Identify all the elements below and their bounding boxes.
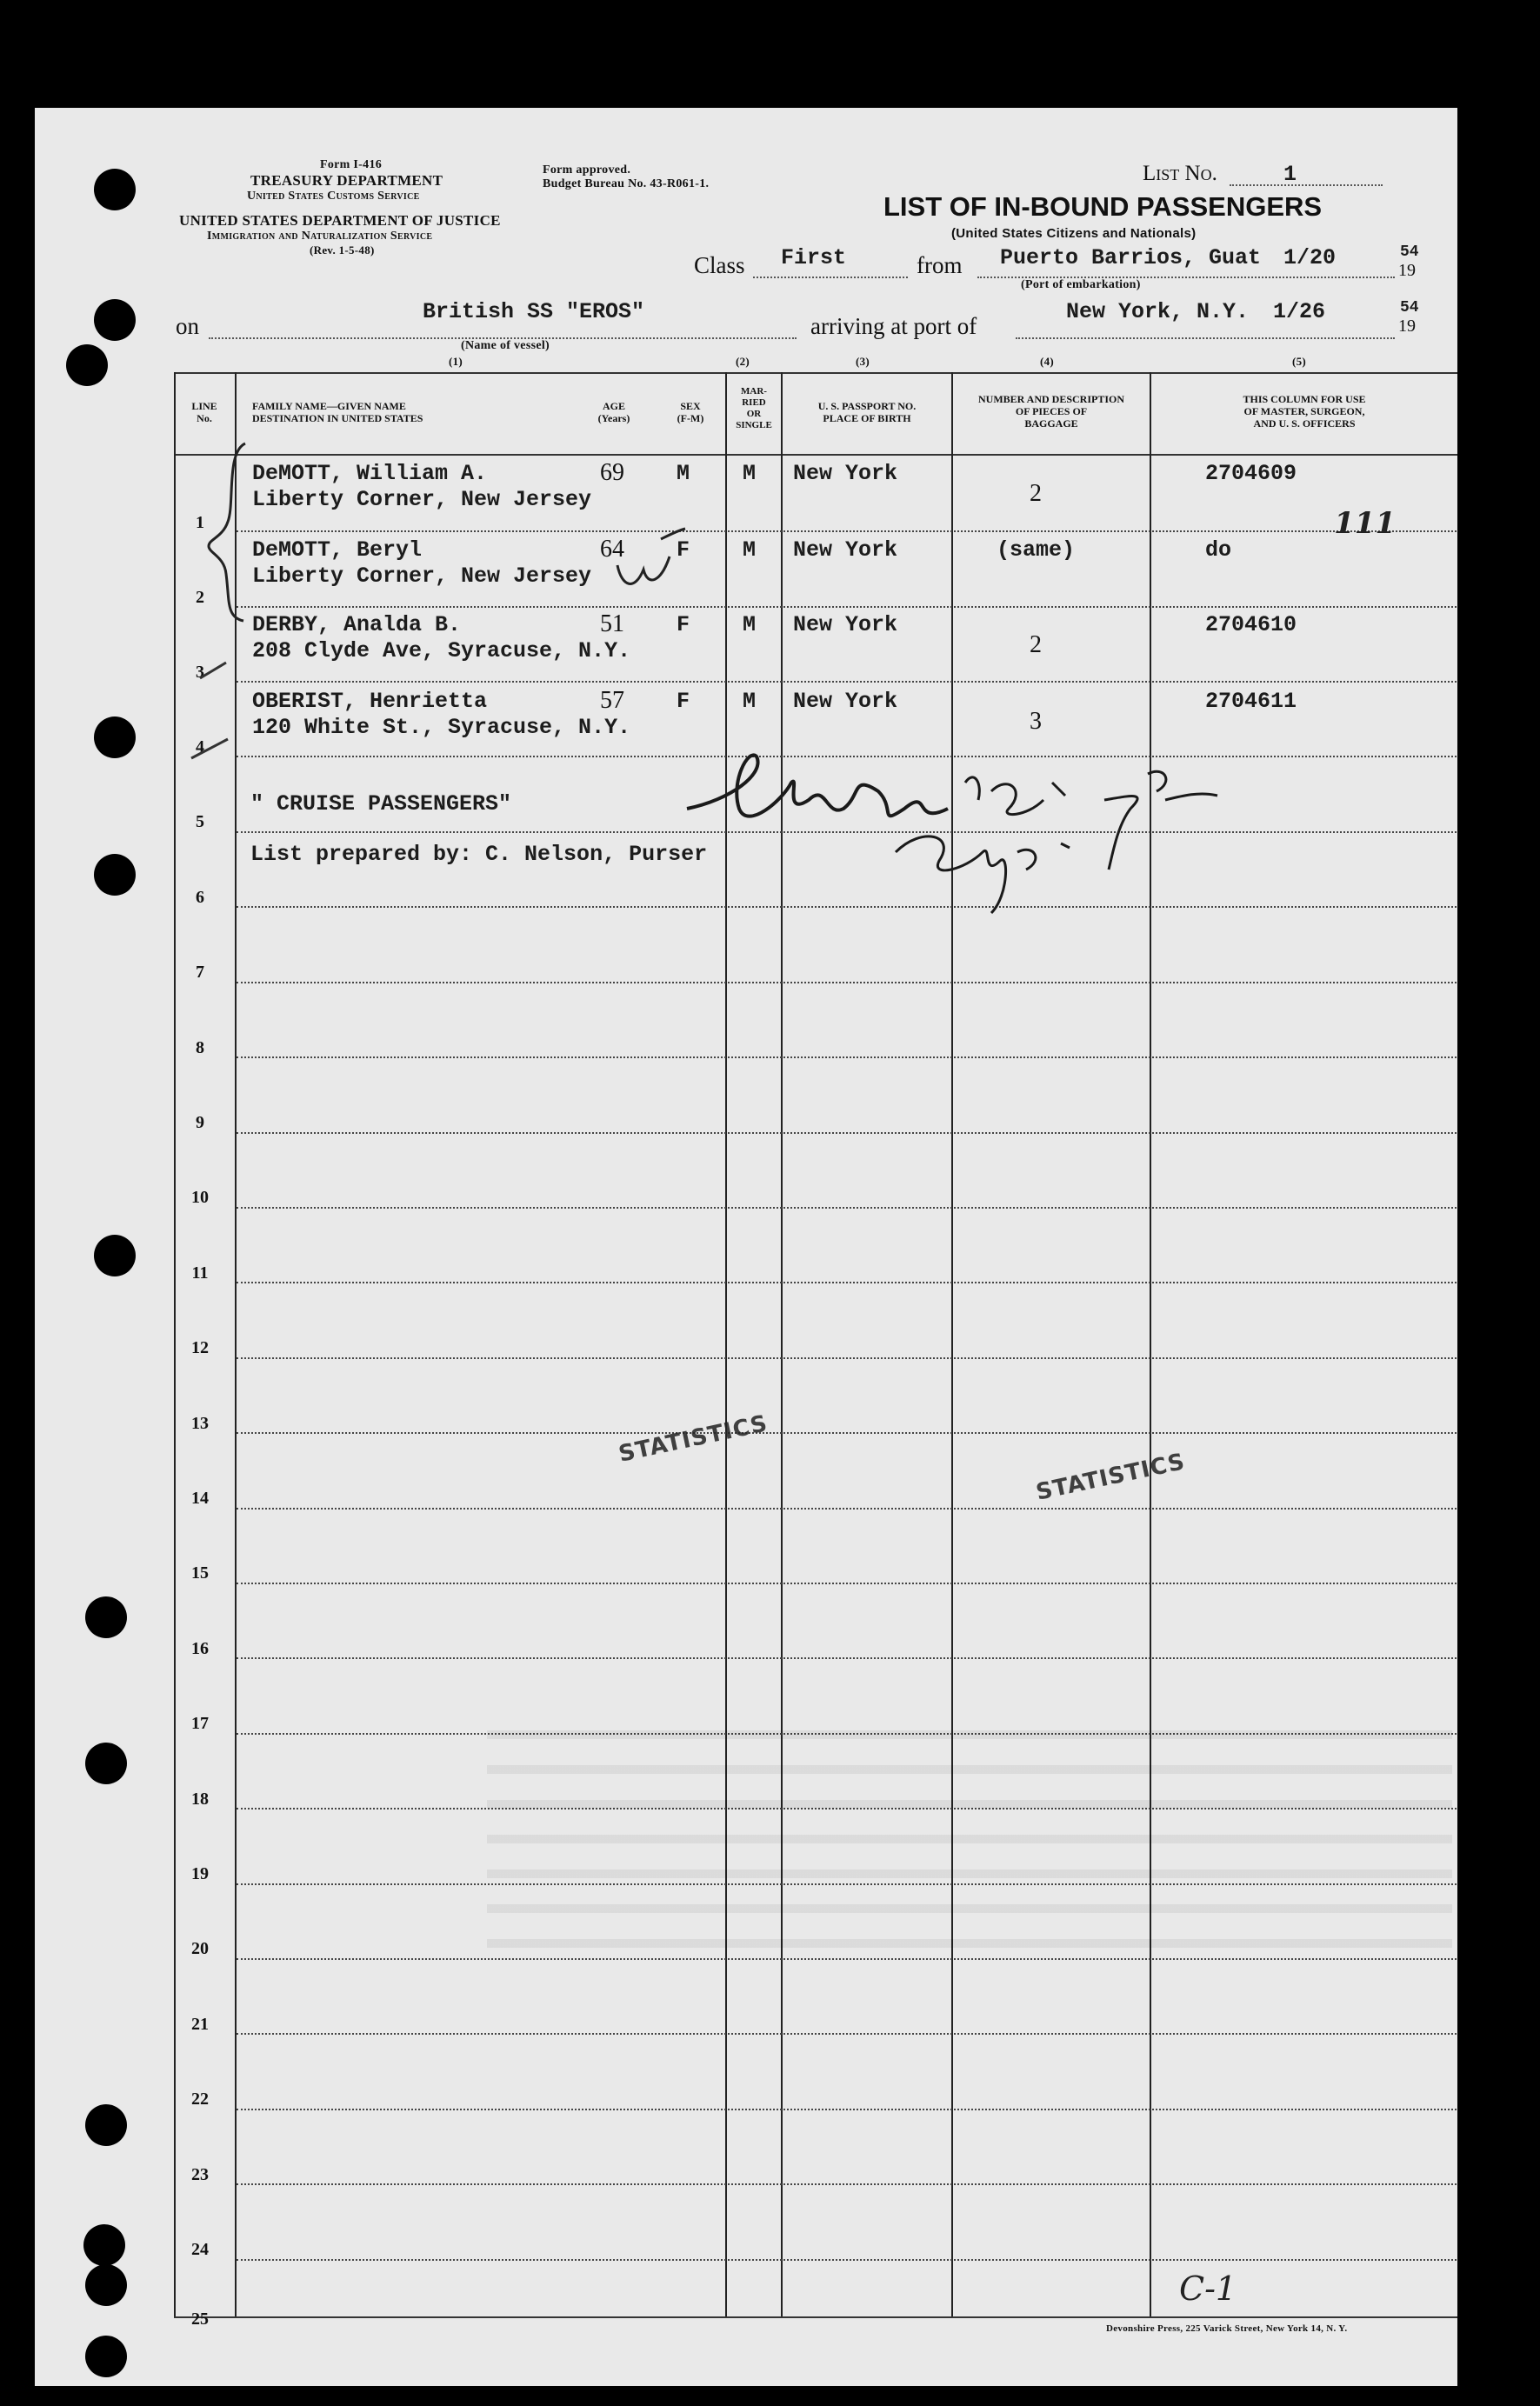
- passenger-sex: M: [677, 461, 690, 486]
- on-label: on: [176, 313, 199, 339]
- line-number: 8: [196, 1038, 204, 1057]
- passenger-marital: M: [743, 461, 757, 486]
- class-value: First: [781, 245, 847, 270]
- port-embarkation-caption: (Port of embarkation): [1021, 278, 1141, 291]
- line-number: 6: [196, 888, 204, 907]
- header-name: FAMILY NAME—GIVEN NAME DESTINATION IN UNITED STATES: [252, 400, 423, 424]
- header-age: AGE (Years): [597, 400, 630, 424]
- prepared-by-note: List prepared by: C. Nelson, Purser: [250, 842, 708, 867]
- arriving-label: arriving at port of: [810, 313, 977, 339]
- passenger-baggage: 3: [1030, 708, 1042, 735]
- passenger-baggage: 2: [1030, 480, 1042, 507]
- passenger-marital: M: [743, 537, 757, 563]
- handwritten-bracket: [174, 435, 261, 765]
- passenger-birthplace: New York: [793, 612, 898, 637]
- passenger-destination: 120 White St., Syracuse, N.Y.: [252, 715, 631, 740]
- printer-imprint: Devonshire Press, 225 Varick Street, New York 14, N. Y.: [1106, 2323, 1348, 2334]
- form-title: LIST OF IN-BOUND PASSENGERS: [883, 191, 1323, 222]
- header-line-no: LINE No.: [191, 400, 217, 424]
- line-number: 21: [191, 2015, 209, 2034]
- statistics-stamp: STATISTICS: [616, 1410, 770, 1468]
- binder-hole: [94, 169, 136, 210]
- customs-service: United States Customs Service: [247, 190, 420, 203]
- vessel-caption: (Name of vessel): [461, 339, 550, 352]
- passenger-sex: F: [677, 689, 690, 714]
- budget-bureau: Budget Bureau No. 43-R061-1.: [543, 177, 710, 190]
- line-number: 13: [191, 1414, 209, 1433]
- cruise-passengers-note: " CRUISE PASSENGERS": [250, 791, 512, 816]
- passenger-name: OBERIST, Henrietta: [252, 689, 488, 714]
- list-number-label: List No.: [1143, 162, 1217, 185]
- line-number: 1: [196, 513, 204, 532]
- line-number: 5: [196, 812, 204, 831]
- line-number: 9: [196, 1113, 204, 1132]
- binder-hole: [85, 2104, 127, 2146]
- line-number: 14: [191, 1489, 209, 1508]
- binder-hole: [85, 2336, 127, 2377]
- form-subtitle: (United States Citizens and Nationals): [951, 226, 1197, 241]
- passenger-marital: M: [743, 612, 757, 637]
- from-port: Puerto Barrios, Guat: [1000, 245, 1262, 270]
- statistics-stamp: STATISTICS: [1033, 1449, 1188, 1506]
- officer-mark: 111: [1334, 506, 1396, 541]
- line-number: 19: [191, 1864, 209, 1883]
- passenger-officer-number: do: [1205, 537, 1232, 563]
- passenger-officer-number: 2704609: [1205, 461, 1297, 486]
- bottom-mark: C-1: [1179, 2269, 1237, 2308]
- column-number-3: (3): [856, 355, 870, 368]
- treasury-department: TREASURY DEPARTMENT: [250, 172, 443, 189]
- line-number: 20: [191, 1939, 209, 1958]
- arrival-port: New York, N.Y.: [1066, 299, 1250, 324]
- binder-hole: [94, 716, 136, 758]
- passenger-destination: Liberty Corner, New Jersey: [252, 563, 592, 589]
- line-number: 16: [191, 1639, 209, 1658]
- passenger-age: 57: [600, 687, 624, 714]
- column-number-1: (1): [449, 355, 463, 368]
- line-number: 24: [191, 2240, 209, 2259]
- line-number: 2: [196, 588, 204, 607]
- column-number-2: (2): [736, 355, 750, 368]
- year-1: 54: [1400, 243, 1419, 261]
- line-number: 25: [191, 2309, 209, 2329]
- form-number: Form I-416: [320, 158, 383, 171]
- passenger-sex: F: [677, 612, 690, 637]
- form-approved: Form approved.: [543, 163, 631, 177]
- binder-hole: [83, 2224, 125, 2266]
- class-label: Class: [694, 252, 745, 278]
- passenger-sex: F: [677, 537, 690, 563]
- passenger-name: DeMOTT, William A.: [252, 461, 488, 486]
- bleed-through-text: [487, 1704, 1452, 1965]
- line-number: 17: [191, 1714, 209, 1733]
- header-sex: SEX (F-M): [677, 400, 704, 424]
- line-number: 11: [191, 1263, 209, 1283]
- passenger-birthplace: New York: [793, 461, 898, 486]
- binder-hole: [85, 1743, 127, 1784]
- line-number: 22: [191, 2089, 209, 2109]
- binder-hole: [85, 1596, 127, 1638]
- handwritten-signature: [678, 748, 1270, 922]
- year-prefix-1: 19: [1398, 261, 1416, 280]
- binder-hole: [94, 854, 136, 896]
- binder-hole: [85, 2264, 127, 2306]
- passenger-age: 64: [600, 536, 624, 563]
- line-number: 18: [191, 1790, 209, 1809]
- column-number-5: (5): [1292, 355, 1307, 368]
- passenger-birthplace: New York: [793, 537, 898, 563]
- passenger-age: 51: [600, 610, 624, 637]
- line-number: 15: [191, 1563, 209, 1583]
- line-number: 23: [191, 2165, 209, 2184]
- year-prefix-2: 19: [1398, 317, 1416, 336]
- passenger-officer-number: 2704611: [1205, 689, 1297, 714]
- revision-date: (Rev. 1-5-48): [310, 243, 375, 257]
- binder-hole: [66, 344, 108, 386]
- from-date: 1/20: [1283, 245, 1337, 270]
- passenger-destination: 208 Clyde Ave, Syracuse, N.Y.: [252, 638, 631, 663]
- header-baggage: NUMBER AND DESCRIPTION OF PIECES OF BAGGAGE: [977, 393, 1125, 430]
- from-label: from: [917, 252, 963, 278]
- line-number: 7: [196, 963, 204, 982]
- column-number-4: (4): [1040, 355, 1055, 368]
- year-2: 54: [1400, 299, 1419, 317]
- passenger-destination: Liberty Corner, New Jersey: [252, 487, 592, 512]
- ins-label: Immigration and Naturalization Service: [207, 230, 433, 243]
- passenger-baggage: (same): [997, 537, 1076, 563]
- passenger-officer-number: 2704610: [1205, 612, 1297, 637]
- arrival-date: 1/26: [1273, 299, 1326, 324]
- handwritten-initial: [609, 522, 687, 600]
- passenger-baggage: 2: [1030, 631, 1042, 658]
- department-of-justice: UNITED STATES DEPARTMENT OF JUSTICE: [179, 212, 501, 229]
- header-passport: U. S. PASSPORT NO. PLACE OF BIRTH: [817, 400, 917, 424]
- passenger-name: DERBY, Analda B.: [252, 612, 462, 637]
- line-number: 4: [196, 737, 204, 756]
- header-officers: THIS COLUMN FOR USE OF MASTER, SURGEON, AND U. S. OFFICERS: [1243, 393, 1366, 430]
- passenger-name: DeMOTT, Beryl: [252, 537, 423, 563]
- binder-hole: [94, 299, 136, 341]
- list-number-value: 1: [1283, 162, 1297, 187]
- binder-hole: [94, 1235, 136, 1276]
- passenger-marital: M: [743, 689, 757, 714]
- line-number: 12: [191, 1338, 209, 1357]
- passenger-age: 69: [600, 459, 624, 486]
- line-number: 3: [196, 663, 204, 682]
- line-number: 10: [191, 1188, 209, 1207]
- header-married: MAR- RIED OR SINGLE: [736, 386, 772, 430]
- vessel-name: British SS "EROS": [423, 299, 645, 324]
- passenger-birthplace: New York: [793, 689, 898, 714]
